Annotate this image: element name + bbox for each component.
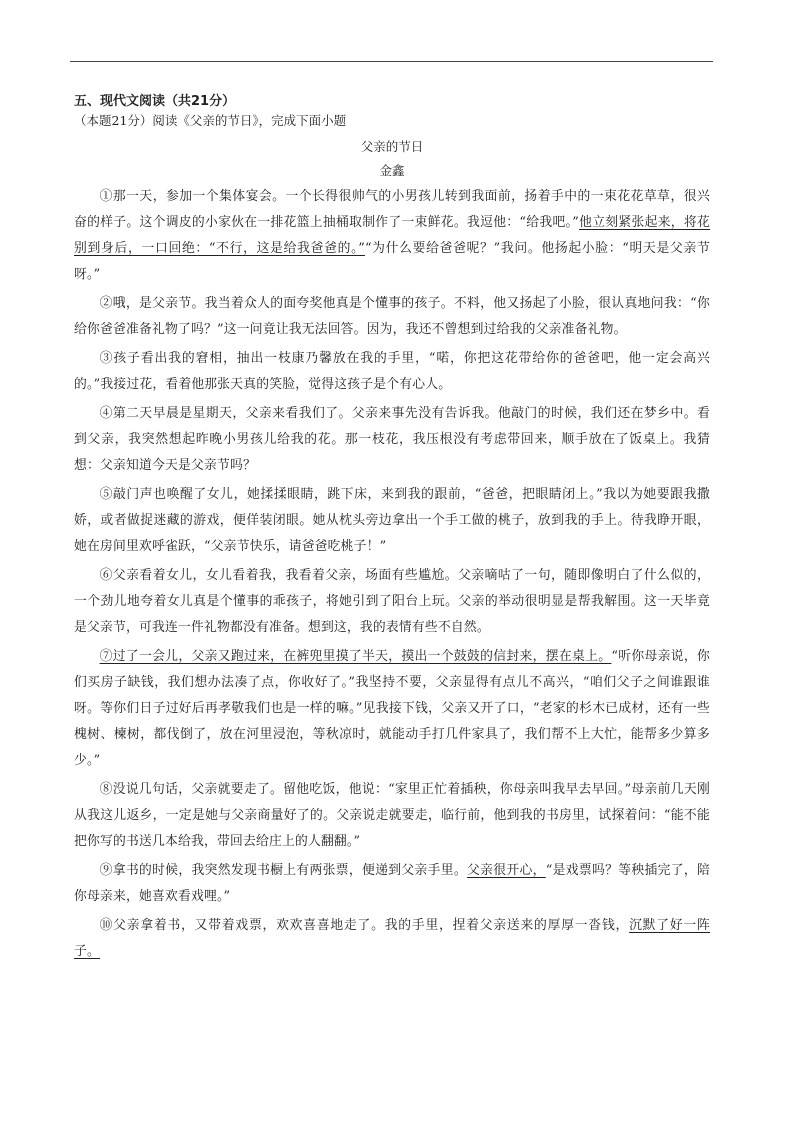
paragraph-1-underlined: 他立刻紧张起来，将花别到身后，一口回绝：“不行，这是给我爸爸的。”: [74, 215, 711, 256]
question-instruction: （本题21分）阅读《父亲的节日》，完成下面小题: [74, 113, 347, 128]
paragraph-4: ④第二天早晨是星期天，父亲来看我们了。父亲来事先没有告诉我。他敲门的时候，我们还在梦乡中。看到父亲，我突然想起昨晚小男孩儿给我的花。那一枝花，我压根没有考虑带回来，顺手放在了饭桌上。我猜想：父亲知道今天是父亲节吗？: [74, 406, 710, 473]
paragraph-7: [74, 644, 710, 774]
article-title: 父亲的节日: [360, 139, 424, 154]
paragraph-9-underlined: 父亲很开心，: [467, 863, 546, 878]
paragraph-1-text-a: ①那一天，参加一个集体宴会。一个长得很帅气的小男孩儿转到我面前，扬着手中的一束花花草草，很兴奋的样子。这个调皮的小家伙在一排花篮上抽桶取制作了一束鲜花。我逗他：“给我吧。”: [74, 189, 710, 230]
paragraph-9-text-b: “是戏票吗？等秧插完了，陪你母亲来，她喜欢看戏哩。”: [74, 863, 710, 904]
paragraph-6: ⑥父亲看着女儿，女儿看着我，我看着父亲，场面有些尴尬。父亲嘀咕了一句，随即像明白了什么似的，一个劲儿地夸着女儿真是个懂事的乖孩子，将她引到了阳台上玩。父亲的举动很明显是帮我解围。这一天毕竟是父亲节，可我连一件礼物都没有准备。想到这，我的表情有些不自然。: [74, 568, 710, 635]
paragraph-10-underlined: 沉默了好一阵子。: [74, 918, 710, 959]
header-rule: [70, 61, 713, 62]
paragraph-2: ②哦，是父亲节。我当着众人的面夸奖他真是个懂事的孩子。不料，他又扬起了小脸，很认真地问我：“你给你爸爸准备礼物了吗？”这一问竟让我无法回答。因为，我还不曾想到过给我的父亲准备礼物。: [74, 296, 710, 337]
document-page: [74, 94, 710, 968]
paragraph-7-underlined: ⑦过了一会儿，父亲又跑过来，在裤兜里摸了半天，摸出一个鼓鼓的信封来，摆在桌上。: [99, 649, 612, 664]
paragraph-8: ⑧没说几句话，父亲就要走了。留他吃饭，他说：“家里正忙着插秧，你母亲叫我早去早回。”母亲前几天刚从我这儿返乡，一定是她与父亲商量好了的。父亲说走就要走，临行前，他到我的书房里，试探着问：“能不能把你写的书送几本给我，带回去给庄上的人翻翻。”: [74, 782, 710, 849]
paragraph-9: [74, 858, 710, 910]
article-author: 金鑫: [379, 163, 405, 178]
paragraph-5: ⑤敲门声也唤醒了女儿，她揉揉眼睛，跳下床，来到我的跟前，“爸爸，把眼睛闭上。”我以为她要跟我撒娇，或者做捉迷藏的游戏，便佯装闭眼。她从枕头旁边拿出一个手工做的桃子，放到我的手上。待我睁开眼，她在房间里欢呼雀跃，“父亲节快乐，请爸爸吃桃子！”: [74, 487, 710, 554]
section-title: 五、现代文阅读（共21分）: [74, 94, 236, 109]
paragraph-10: [74, 913, 710, 965]
paragraph-1-text-b: “为什么要给爸爸呢？”我问。他扬起小脸：“明天是父亲节呀。”: [74, 241, 710, 282]
paragraph-10-text-a: ⑩父亲拿着书，又带着戏票，欢欢喜喜地走了。我的手里，捏着父亲送来的厚厚一沓钱，: [99, 918, 630, 933]
paragraph-7-text-b: “听你母亲说，你们买房子缺钱，我们想办法凑了点，你收好了。”我坚持不要，父亲显得有点儿不高兴，“咱们父子之间谁跟谁呀。等你们日子过好后再孝敬我们也是一样的嘛。”见我接下钱，父亲又开了口，“老家的杉木已成材，还有一些槐树、楝树，都伐倒了，放在河里浸泡，等秋凉时，就能动手打几件家具了，我们帮不上大忙，能帮多少算多少。”: [74, 649, 710, 768]
paragraph-1: [74, 184, 710, 288]
paragraph-3: ③孩子看出我的窘相，抽出一枝康乃馨放在我的手里，“喏，你把这花带给你的爸爸吧，他一定会高兴的。”我接过花，看着他那张天真的笑脸，觉得这孩子是个有心人。: [74, 351, 710, 392]
paragraph-9-text-a: ⑨拿书的时候，我突然发现书橱上有两张票，便递到父亲手里。: [99, 863, 468, 878]
